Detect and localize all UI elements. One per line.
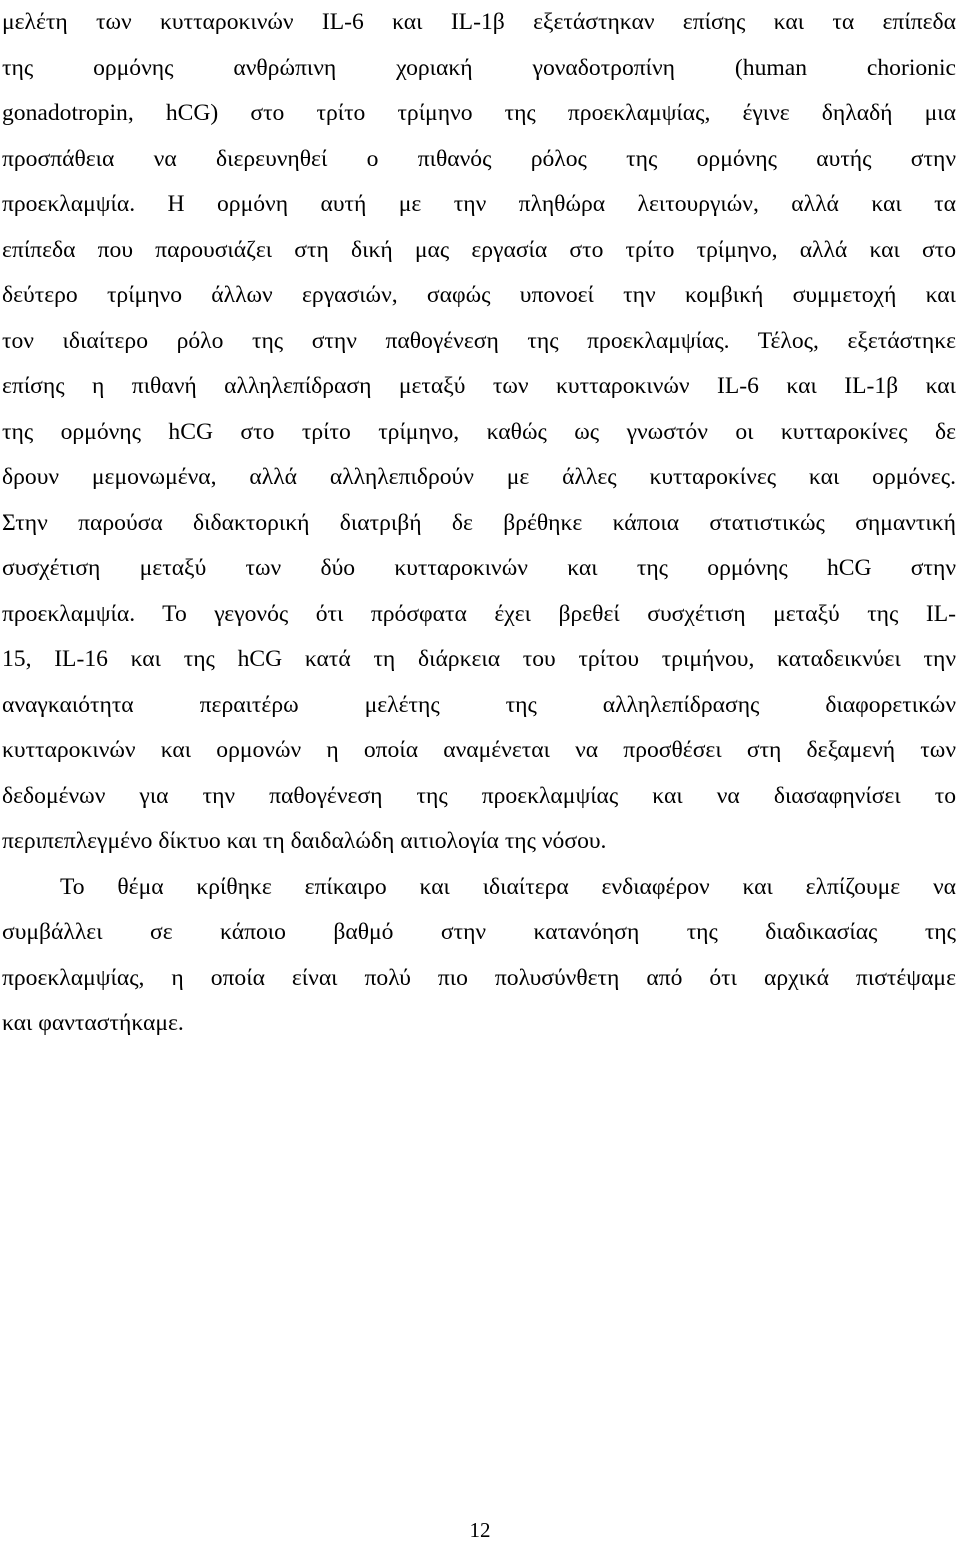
text-line: προεκλαμψία. Το γεγονός ότι πρόσφατα έχει βρεθεί συσχέτιση μεταξύ της IL- — [2, 600, 956, 627]
text-line: προεκλαμψίας, η οποία είναι πολύ πιο πολυσύνθετη από ότι αρχικά πιστέψαμε — [2, 964, 956, 991]
page-number: 12 — [469, 1518, 491, 1542]
text-line: περιπεπλεγμένο δίκτυο και τη δαιδαλώδη αιτιολογία της νόσου. — [2, 828, 607, 854]
text-line: συσχέτιση μεταξύ των δύο κυτταροκινών και της ορμόνης hCG στην — [2, 555, 956, 581]
text-line: 15, IL-16 και της hCG κατά τη διάρκεια του τρίτου τριμήνου, καταδεικνύει την — [2, 646, 956, 672]
text-line: επίπεδα που παρουσιάζει στη δική μας εργασία στο τρίτο τρίμηνο, αλλά και στο — [2, 236, 956, 263]
text-line: συμβάλλει σε κάποιο βαθμό στην κατανόηση της διαδικασίας της — [2, 919, 956, 945]
text-line: Στην παρούσα διδακτορική διατριβή δε βρέθηκε κάποια στατιστικώς σημαντική — [2, 509, 956, 536]
text-line: gonadotropin, hCG) στο τρίτο τρίμηνο της προεκλαμψίας, έγινε δηλαδή μια — [2, 100, 956, 126]
paragraph-2 — [2, 865, 956, 1047]
text-line: δρουν μεμονωμένα, αλλά αλληλεπιδρούν με άλλες κυτταροκίνες και ορμόνες. — [2, 464, 956, 490]
text-line: αναγκαιότητα περαιτέρω μελέτης της αλληλεπίδρασης διαφορετικών — [2, 691, 956, 718]
text-line: δεδομένων για την παθογένεση της προεκλαμψίας και να διασαφηνίσει το — [2, 782, 956, 809]
text-line: τον ιδιαίτερο ρόλο της στην παθογένεση της προεκλαμψίας. Τέλος, εξετάστηκε — [2, 327, 956, 354]
text-line: προσπάθεια να διερευνηθεί ο πιθανός ρόλος της ορμόνης αυτής στην — [2, 145, 956, 172]
text-line: επίσης η πιθανή αλληλεπίδραση μεταξύ των κυτταροκινών IL-6 και IL-1β και — [2, 373, 956, 399]
text-line: και φανταστήκαμε. — [2, 1010, 184, 1036]
text-line: μελέτη των κυτταροκινών IL-6 και IL-1β εξετάστηκαν επίσης και τα επίπεδα — [2, 9, 956, 35]
text-line: κυτταροκινών και ορμονών η οποία αναμένεται να προσθέσει στη δεξαμενή των — [2, 737, 956, 763]
text-line: της ορμόνης ανθρώπινη χοριακή γοναδοτροπίνη (human chorionic — [2, 54, 956, 81]
text-line: της ορμόνης hCG στο τρίτο τρίμηνο, καθώς ως γνωστόν οι κυτταροκίνες δε — [2, 418, 956, 445]
body-text — [2, 0, 956, 1047]
text-line: Το θέμα κρίθηκε επίκαιρο και ιδιαίτερα ενδιαφέρον και ελπίζουμε να — [60, 873, 956, 900]
text-line: προεκλαμψία. Η ορμόνη αυτή με την πληθώρα λειτουργιών, αλλά και τα — [2, 191, 956, 217]
text-line: δεύτερο τρίμηνο άλλων εργασιών, σαφώς υπονοεί την κομβική συμμετοχή και — [2, 282, 956, 308]
paragraph-1 — [2, 0, 956, 865]
